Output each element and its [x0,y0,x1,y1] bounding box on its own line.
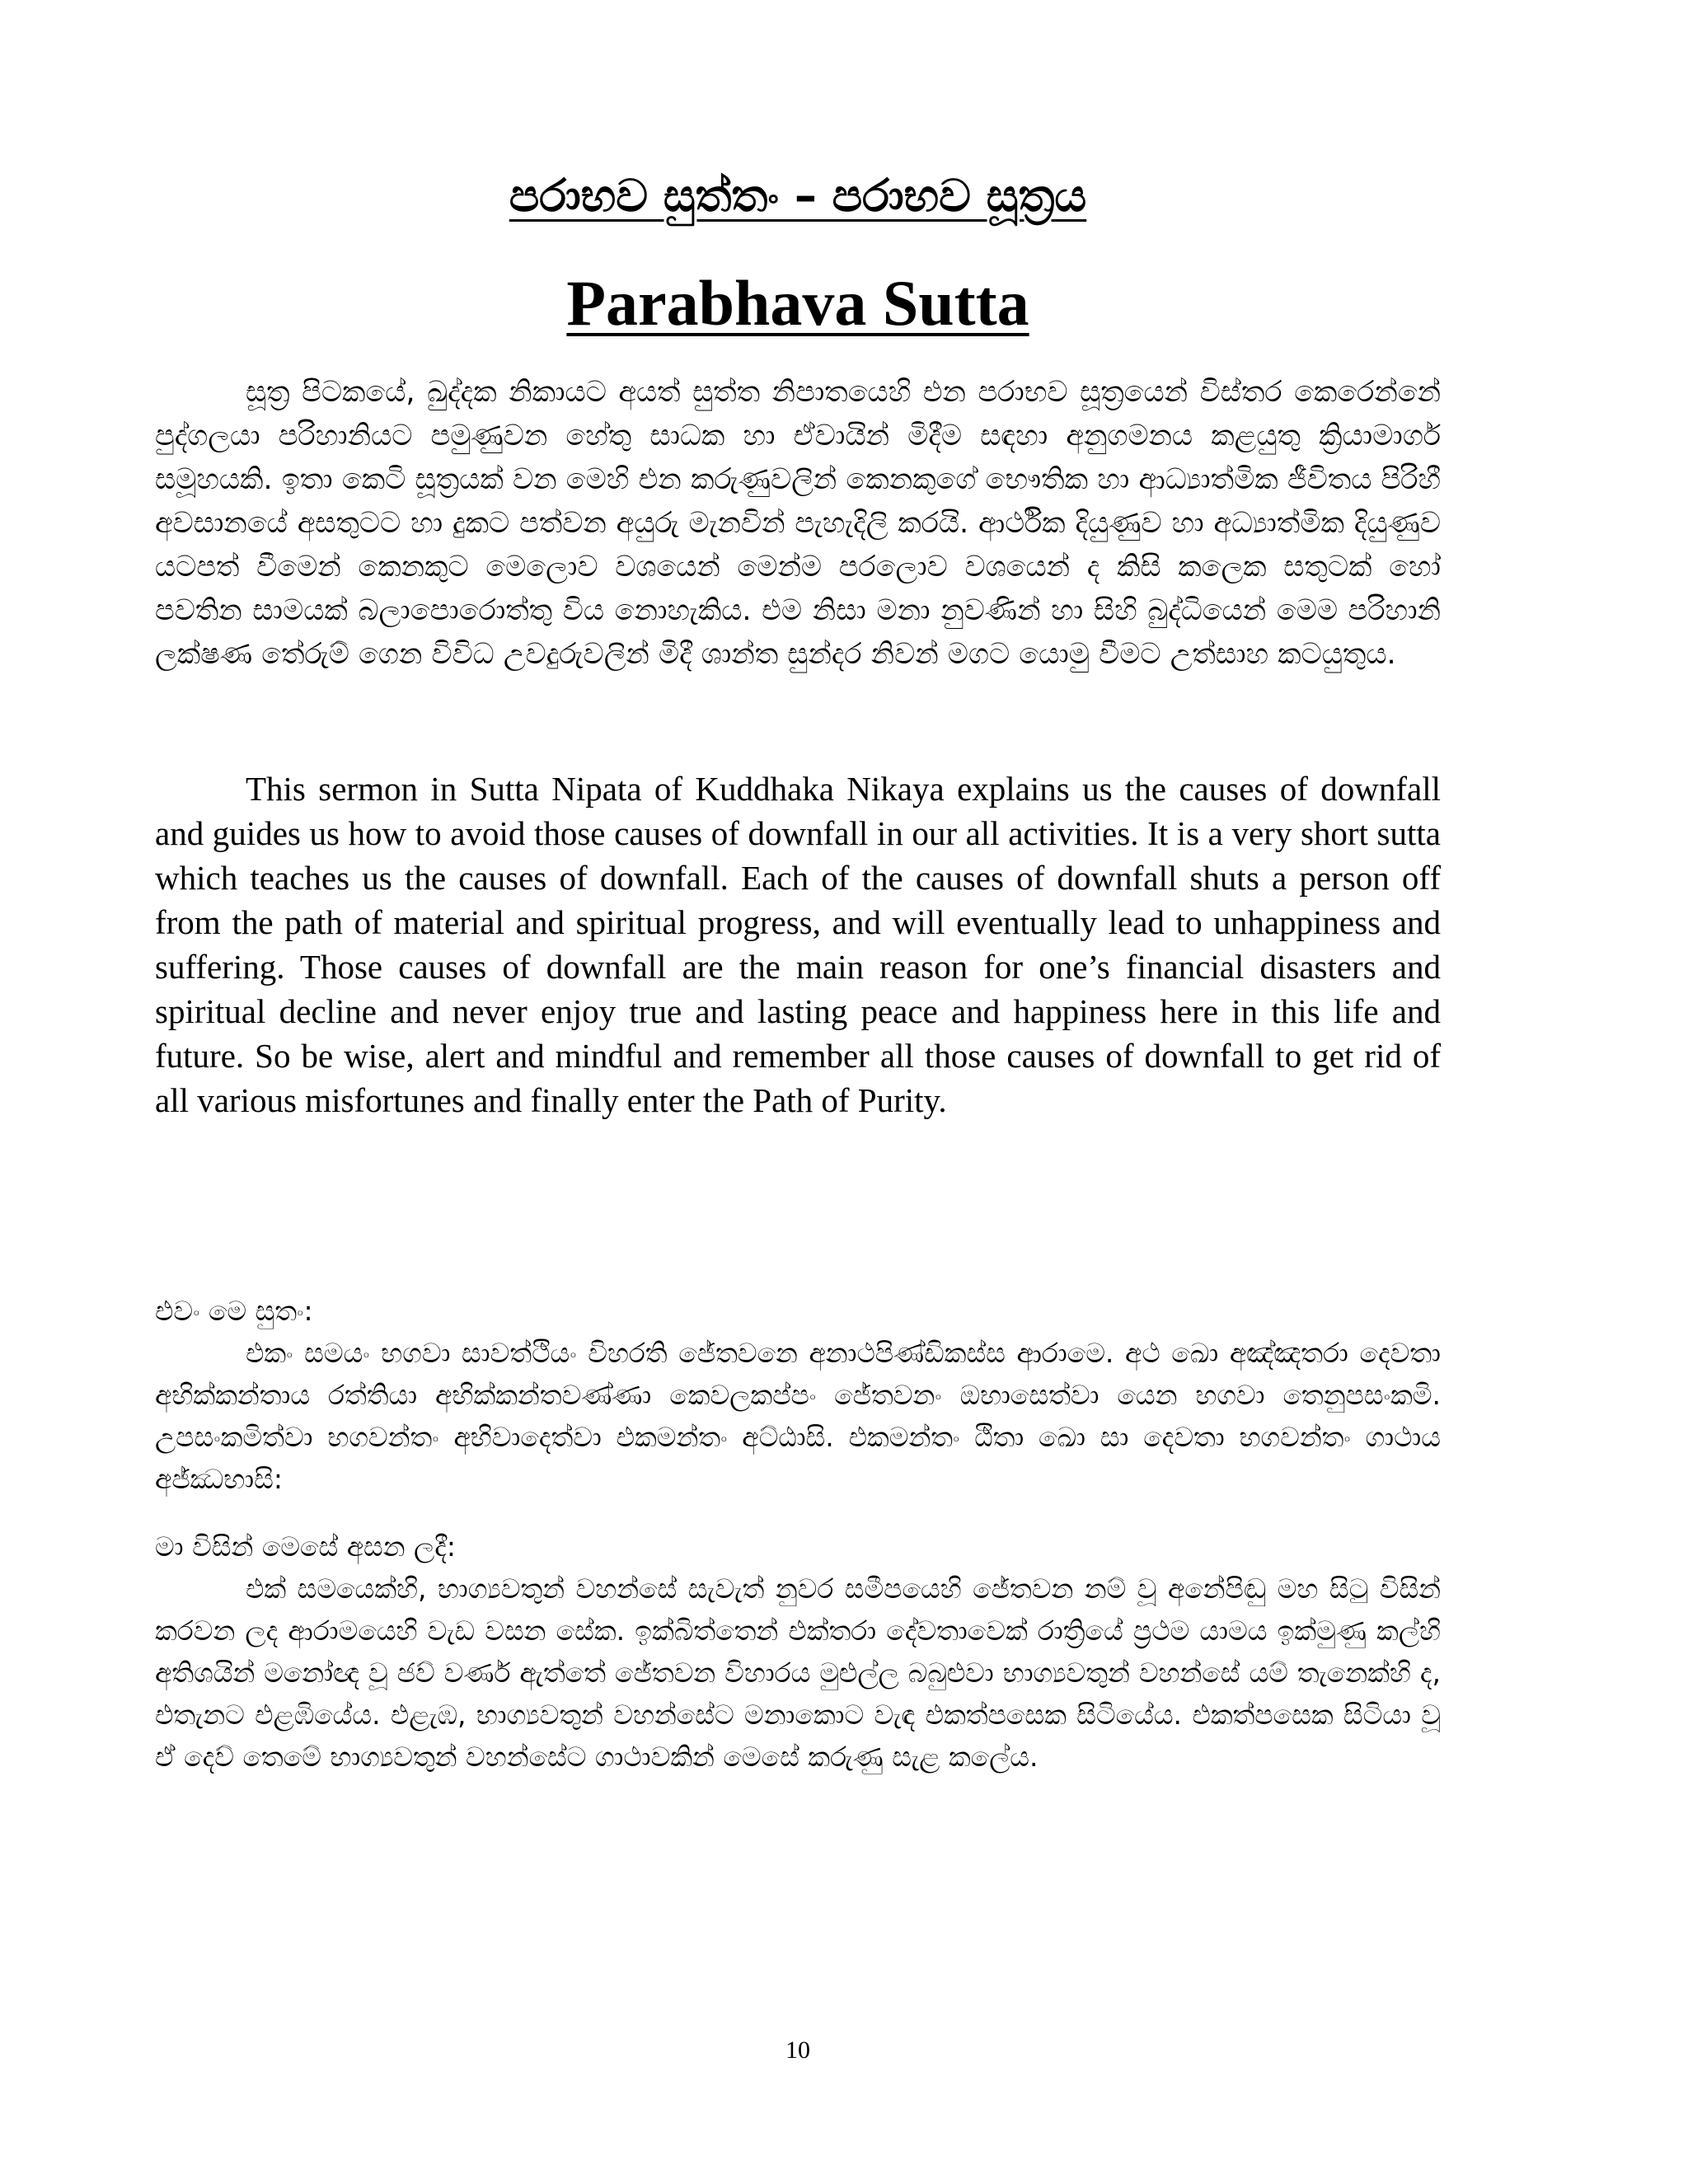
intro-paragraph-sinhala: සූත්‍ර පිටකයේ, ඛුද්දක නිකායට අයත් සුත්ත නිපාතයෙහි එන පරාභව සූත්‍රයෙන් විස්තර කෙරෙන්නේ පුද්ගලයා පරිහානියට පමුණුවන හේතු සාධක හා ඒවායින් මිදීම සඳහා අනුගමනය කළයුතු ක්‍රියාමාර්ග සමූහයකි. ඉතා කෙටි සූත්‍රයක් වන මෙහි එන කරුණුවලින් කෙනකුගේ භෞතික හා ආධ්‍යාත්මික ජීවිතය පිරිහී අවසානයේ අසතුටට හා දුකට පත්වන අයුරු මැනවින් පැහැදිලි කරයි. ආර්ථික දියුණුව හා අධ්‍යාත්මික දියුණුව යටපත් වීමෙන් කෙනකුට මෙලොව වශයෙන් මෙන්ම පරලොව වශයෙන් ද කිසි කලෙක සතුටක් හෝ පවතින සාමයක් බලාපොරොත්තු විය නොහැකිය. එම නිසා මනා නුවණින් හා සිහි බුද්ධියෙන් මෙම පරිහානි ලක්ෂණ තේරුම් ගෙන විවිධ උවදුරුවලින් මිදී ශාන්ත සුන්දර නිවන් මගට යොමු වීමට උත්සාහ කටයුතුය. [155,376,1441,671]
intro-paragraph-english: This sermon in Sutta Nipata of Kuddhaka Nikaya explains us the causes of downfall and guides us how to avoid those causes of downfall in our all activities. It is a very short sutta which teaches us the causes of downfall. Each of the causes of downfall shuts a person off from the path of material and spiritual progress, and will eventually lead to unhappiness and suffering. Those causes of downfall are the main reason for one’s financial disasters and spiritual decline and never enjoy true and lasting peace and happiness here in this life and future. So be wise, alert and mindful and remember all those causes of downfall to get rid of all various misfortunes and finally enter the Path of Purity. [155,770,1441,1119]
pali-paragraph: එකං සමයං භගවා සාවත්ථියං විහරති ජේතවනෙ අනාථපිණ්ඩිකස්ස ආරාමෙ. අථ ඛො අඤ්ඤතරා දෙවතා අභික්කන්තාය රත්තියා අභික්කන්තවණ්ණා කෙවලකප්පං ජේතවනං ඔභාසෙත්වා යෙන භගවා තෙනුපසංකමි. උපසංකමිත්වා භගවන්තං අභිවාදෙත්වා එකමන්තං අට්ඨාසි. එකමන්තං ඨිතා ඛො සා දෙවතා භගවන්තං ගාථාය අජ්ඣභාසි: [155,1337,1441,1495]
pali-heading: එවං මෙ සුතං: [155,1295,313,1327]
translation-heading: මා විසින් මෙසේ අසන ලදී: [155,1530,456,1563]
translation-paragraph: එක් සමයෙක්හි, භාග්‍යවතුන් වහන්සේ සැවැත් නුවර සමීපයෙහි ජේතවන නම් වූ අනේපිඬු මහ සිටු විසින් කරවන ලද ආරාමයෙහි වැඩ වසන සේක. ඉක්බිත්තෙන් එක්තරා දේවතාවෙක් රාත්‍රියේ ප්‍රථම යාමය ඉක්මුණු කල්හි අතිශයින් මනෝඥ වූ ජව් වර්ණ ඇත්තේ ජේතවන විහාරය මුළුල්ල බබුළුවා භාග්‍යවතුන් වහන්සේ යම් තැනෙක්හි ද, එතැනට එළඹියේය. එළැඹ, භාග්‍යවතුන් වහන්සේට මනාකොට වැඳ එකත්පසෙක සිටියේය. එකත්පසෙක සිටියා වූ ඒ දෙව් තෙමේ භාග්‍යවතුන් වහන්සේට ගාථාවකින් මෙසේ කරුණු සැළ කලේය. [155,1572,1441,1773]
title-sinhala: පරාභව සුත්තං – පරාභව සූත්‍රය [509,170,1087,222]
document-page [155,0,1441,2184]
title-english: Parabhava Sutta [566,267,1029,339]
page-number: 10 [785,2036,810,2064]
